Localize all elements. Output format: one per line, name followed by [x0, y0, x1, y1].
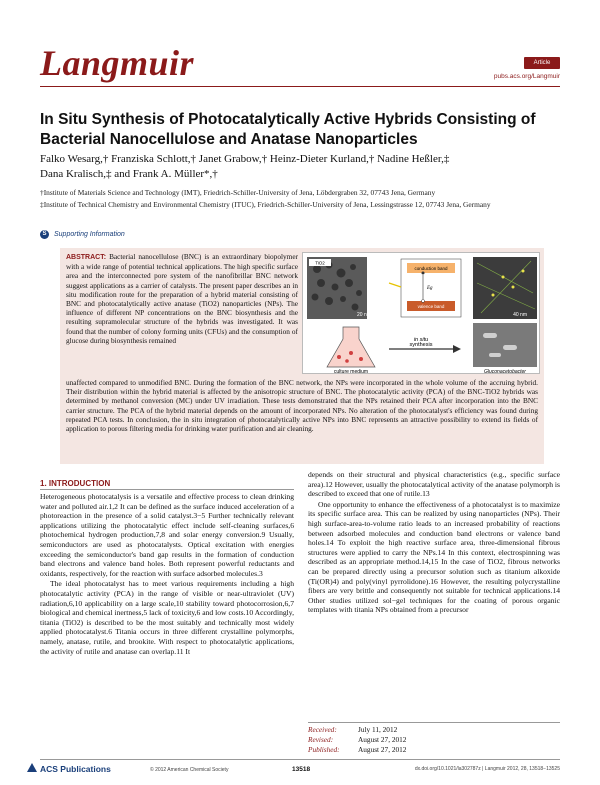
supporting-info-link[interactable]: Supporting Information — [54, 231, 125, 238]
intro-paragraph-1: Heterogeneous photocatalysis is a versatile and effective process to clean drinking water and polluted air.1,2 It can be defined as the surface induced acceleration of a photoreaction in the presence of a solid catalyst.3−5 Further technically relevant applications utilizing the photocatalytic effect include self-cleaning surfaces,6 photochemical hydrogen production,7,8 and solar energy conversion.9 Usually, semiconductors are used as photocatalysts. Optical excitation with energies exceeding the semiconductor's band gap results in the formation of conduction band electrons and valence band holes. Both represent powerful reductants and oxidants, respectively, for the reaction with surface adsorbed molecules.3 — [40, 492, 294, 578]
abstract-text-bottom: unaffected compared to unmodified BNC. During the formation of the BNC network, the NPs were incorporated in the whole volume of the accruing hybrid. Their distribution within the hybrid material is affected by the anisotropic structure of BNC. The photocatalytic activity (PCA) of the BNC-TiO2 hybrids was determined by methanol conversion (MC) under UV irradiation. These tests demonstrated that the NPs retained their PCA after incorporation into the BNC carrier structure. The PCA of the hybrid material depends on the amount of incorporated NPs. No alteration of the photocatalyst's efficiency was found during repeated PCA tests. In conclusion, the in situ integration of photocatalytically active NPs into BNC represents an attractive possibility to extend its fields of application to porous filtering media for drinking water purification and air cleaning. — [66, 378, 538, 434]
section-rule — [40, 489, 294, 490]
section-heading: 1. INTRODUCTION — [40, 479, 111, 488]
header-rule — [40, 86, 560, 87]
culture-medium-label: culture medium — [333, 369, 369, 375]
authors-line-1: Falko Wesarg,† Franziska Schlott,† Janet Grabow,† Heinz-Dieter Kurland,† Nadine Heßler,‡ — [40, 153, 450, 165]
valence-band-label: valence band — [417, 304, 445, 309]
affiliation-2: ‡Institute of Technical Chemistry and Environmental Chemistry (ITUC), Friedrich-Schiller-University of Jena, Lessingstrasse 12, 07743 Jena, Germany — [40, 199, 491, 209]
received-row: Received: July 11, 2012 — [308, 725, 398, 734]
intro-paragraph-2: The ideal photocatalyst has to meet various requirements including a high photocatalytic activity (PCA) in the range of visible or near-ultraviolet (UV) radiation,6,10 applicability on a large scale,10 stability toward photocorrosion,6,7 biological and chemical inertness,5 lack of toxicity,6 and low costs.10 Accordingly, titania (TiO2) is described to be the most suitably and technically most widely applied photocatalyst.6 Titania occurs in three different crystalline polymorphs, namely, anatase, rutile, and brookite. With respect to photocatalytic applications, the activity of rutile and anatase can overlap.11 It — [40, 579, 294, 656]
authors — [40, 152, 560, 182]
doi-citation[interactable]: dx.doi.org/10.1021/la302787z | Langmuir 2012, 28, 13518−13525 — [414, 766, 560, 772]
toc-graphic — [302, 252, 540, 374]
intro-paragraph-4: One opportunity to enhance the effectiveness of a photocatalyst is to maximize its specific surface area. This can be realized by using nanoparticles (NPs). Their high surface-area-to-volume ratio leads to an increased probability of reactions between adsorbed molecules and conduction band electrons or valence band holes.14 To exploit the high reactive surface area, three-dimensional fibrous structures were applied to carry the NPs.14 In this context, electrospinning was described as an appropriate method.14,15 In the case of TiO2, fibrous networks can be prepared directly using a precursor solution such as titanium alkoxide (Ti(OR)4) and poly(vinyl pyrrolidone).16 However, the resulting polycrystalline fibers are very brittle and consequently not suitable for technical applications.14 Other studies utilized sol−gel techniques for the coating of porous organic templates with titania NPs obtained from a precursor — [308, 499, 560, 615]
organism-label: Gluconacetobacter — [484, 369, 526, 375]
article-badge: Article — [524, 57, 560, 69]
publication-dates — [308, 722, 560, 755]
synthesis-label: synthesis — [409, 342, 433, 348]
abstract-text-top — [66, 252, 298, 345]
published-row: Published: August 27, 2012 — [308, 745, 407, 754]
toc-illustration — [303, 253, 541, 375]
left-column — [40, 492, 294, 656]
intro-paragraph-3: depends on their structural and physical characteristics (e.g., specific surface area).12 However, usually the photocatalytical activity of the anatase polymorph is described to exceed that one of rutile.13 — [308, 470, 560, 499]
affiliation-1: †Institute of Materials Science and Technology (IMT), Friedrich-Schiller-University of Jena, Löbdergraben 32, 07743 Jena, Germany — [40, 188, 436, 197]
right-column — [308, 470, 560, 615]
revised-date: August 27, 2012 — [358, 735, 407, 744]
published-date: August 27, 2012 — [358, 745, 407, 754]
revised-row: Revised: August 27, 2012 — [308, 735, 407, 744]
inset-label-tio2: TiO2 — [315, 260, 325, 266]
abstract-label: ABSTRACT: — [66, 254, 107, 261]
copyright: © 2012 American Chemical Society — [150, 767, 229, 773]
affiliations — [40, 188, 560, 211]
footer-rule — [40, 759, 560, 760]
scale-bar-2: 40 nm — [513, 312, 527, 318]
synthesis-arrowhead — [453, 345, 461, 353]
journal-url[interactable]: pubs.acs.org/Langmuir — [493, 73, 560, 80]
journal-name: Langmuir — [40, 43, 195, 83]
acs-logo-icon — [26, 762, 38, 774]
authors-line-2: Dana Kralisch,‡ and Frank A. Müller*,† — [40, 168, 218, 180]
abstract-part-1: Bacterial nanocellulose (BNC) is an extraordinary biopolymer with a wide range of potential technical applications. The high specific surface area and the interconnected pore system of the nanofibrillar BNC network suggest applications as a carrier of catalysts. The present paper describes an in situ modification route for the preparation of a hybrid material consisting of BNC and photocatalytically active anatase (TiO2) nanoparticles (NPs). The influence of different NP concentrations on the BNC biosynthesis and the resulting supramolecular structure of the hybrids was investigated. It was found that the number of colony forming units (CFUs) and the consumption of glucose during biosynthesis remained — [66, 252, 298, 345]
page-number: 13518 — [292, 766, 311, 773]
acs-publications-logo: ACS Publications — [40, 764, 111, 774]
bacteria-image — [473, 323, 537, 367]
received-date: July 11, 2012 — [358, 725, 398, 734]
flask — [327, 327, 375, 367]
paper-title: In Situ Synthesis of Photocatalytically Active Hybrids Consisting of Bacterial Nanocellulose and Anatase Nanoparticles — [40, 111, 536, 148]
scale-bar-1: 20 nm — [357, 312, 371, 318]
uv-light — [389, 283, 401, 287]
band-gap-label: Eg — [427, 286, 433, 291]
in-situ-label: in situ — [413, 337, 429, 343]
conduction-band-label: conduction band — [414, 266, 448, 271]
supporting-info-icon[interactable]: S — [40, 230, 49, 239]
